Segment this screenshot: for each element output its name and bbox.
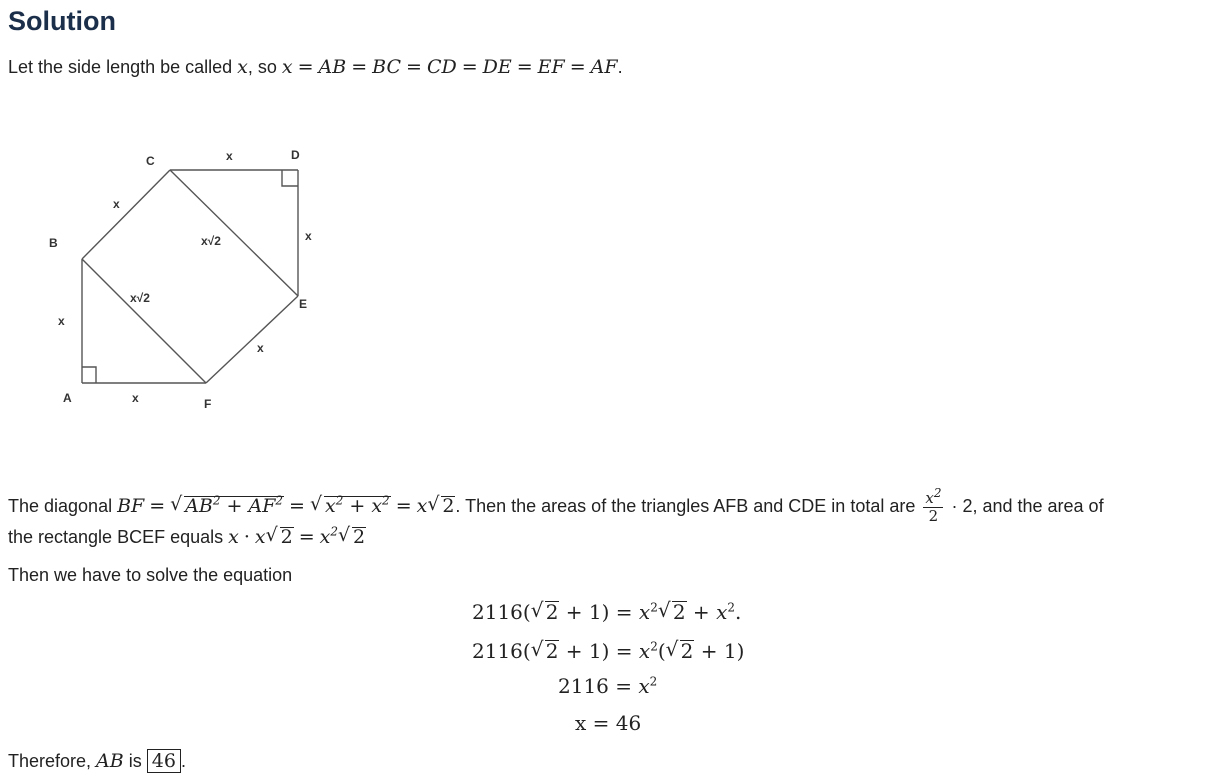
diagonal-bf [82, 259, 206, 383]
segment-ef [206, 296, 298, 383]
equation-line-2: 2116(√ $2 + 1) = x^2(√$ 2 + 1) [472, 639, 744, 663]
hexagon-figure [0, 140, 340, 420]
label-b: B [49, 236, 58, 250]
para1-text1: The diagonal [8, 495, 118, 516]
label-side-de: x [305, 229, 312, 243]
chain-ef: EF [537, 56, 565, 78]
label-d: D [291, 148, 300, 162]
para1-text3: · 2, and the area of [946, 495, 1104, 516]
chain-de: DE [482, 56, 512, 78]
chain-cd: CD [426, 56, 457, 78]
page-title: Solution [8, 6, 116, 36]
label-a: A [63, 391, 72, 405]
para1-text2: . Then the areas of the triangles AFB and CDE in total are [455, 495, 921, 516]
conclusion-prefix: Therefore, [8, 751, 97, 771]
label-diag-bf: x√2 [130, 291, 150, 305]
equation-line-4: x = 46 [575, 711, 642, 735]
conclusion-line [8, 750, 186, 772]
diagonal-ce [170, 170, 298, 296]
label-diag-ce: x√2 [201, 234, 221, 248]
label-side-ab: x [58, 314, 65, 328]
right-angle-a-icon [82, 367, 96, 383]
answer-box: 46 [147, 749, 181, 773]
intro-line: Let the side length be called x, so x = AB = BC = CD = DE = EF = AF. [8, 56, 623, 78]
label-c: C [146, 154, 155, 168]
chain-x: x [281, 56, 293, 78]
label-side-bc: x [113, 197, 120, 211]
right-angle-d-icon [282, 170, 298, 186]
intro-text-mid: , so [247, 57, 282, 77]
diagonal-paragraph-line2: the rectangle BCEF equals x · x√ $2 = x^2√$ 2 [8, 526, 366, 548]
conclusion-var: AB [96, 750, 124, 772]
intro-text-prefix: Let the side length be called [8, 57, 238, 77]
diagonal-paragraph-line1: The diagonal BF =√ $AB^2 + AF^2$ =√ $x^2 + x^2 = x√$ 2. Then the areas of the triangles AFB and CDE in total are $\frac{x^2}{2}$ · 2, and the area of [8, 490, 1104, 524]
label-e: E [299, 297, 308, 311]
chain-af: AF [590, 56, 618, 78]
intro-var: x [237, 56, 248, 78]
segment-bc [82, 170, 170, 259]
label-side-af: x [132, 391, 139, 405]
conclusion-is: is [123, 751, 147, 771]
label-side-ef: x [257, 341, 264, 355]
intro-end: . [617, 57, 623, 77]
conclusion-end: . [180, 751, 186, 771]
equation-intro: Then we have to solve the equation [8, 565, 293, 585]
chain-ab: AB [318, 56, 347, 78]
label-side-cd: x [226, 149, 233, 163]
equation-line-3: $2116 = x^2$ [558, 674, 658, 698]
label-f: F [204, 397, 212, 411]
para1-text4: the rectangle BCEF equals [8, 527, 229, 547]
chain-bc: BC [372, 56, 402, 78]
equation-line-1: 2116(√ $2 + 1) = x^2√$ $2 + x^2$. [472, 600, 741, 624]
